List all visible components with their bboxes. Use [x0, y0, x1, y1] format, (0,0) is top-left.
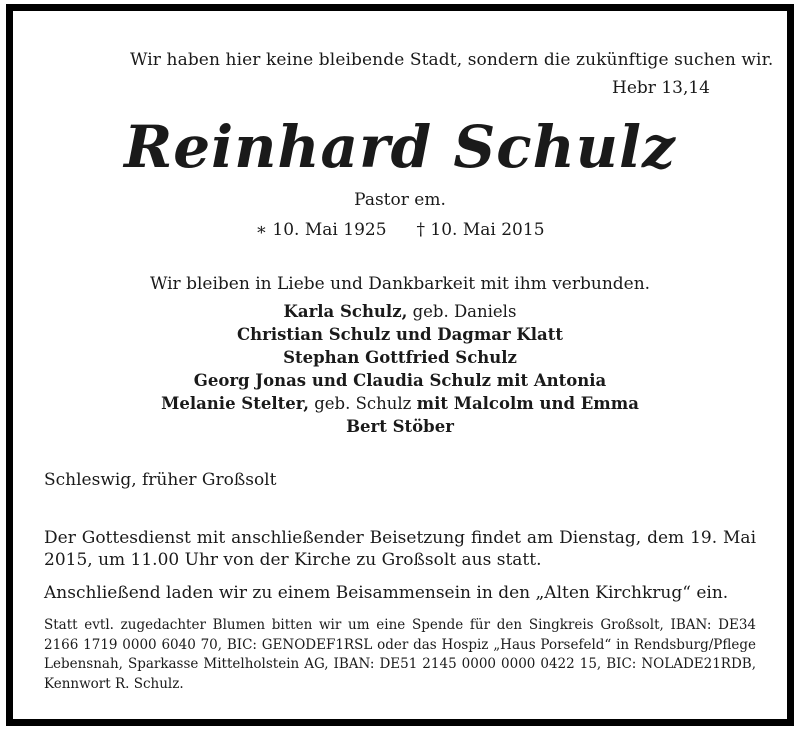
mourner-line: Karla Schulz, geb. Daniels [283, 302, 517, 321]
deceased-title: Pastor em. [354, 190, 446, 210]
life-dates [0, 220, 800, 240]
deceased-name: Reinhard Schulz [124, 113, 676, 181]
invitation-text: Anschließend laden wir zu einem Beisammensein in den „Alten Kirchkrug“ ein. [44, 583, 729, 603]
mourners-list [0, 300, 800, 438]
death-date: † 10. Mai 2015 [416, 220, 545, 240]
bible-reference: Hebr 13,14 [612, 78, 710, 98]
service-info: Der Gottesdienst mit anschließender Beisetzung findet am Dienstag, dem 19. Mai 2015, um 11.00 Uhr von der Kirche zu Großsolt aus statt. [44, 528, 756, 570]
mourner-line: Bert Stöber [346, 417, 454, 436]
mourner-line: Christian Schulz und Dagmar Klatt [237, 325, 563, 344]
mourner-line: Georg Jonas und Claudia Schulz mit Antonia [193, 371, 607, 390]
bible-verse: Wir haben hier keine bleibende Stadt, sondern die zukünftige suchen wir. [130, 50, 774, 70]
birth-date: ∗ 10. Mai 1925 [255, 220, 387, 240]
donation-note: Statt evtl. zugedachter Blumen bitten wir um eine Spende für den Singkreis Großsolt, IBAN: DE34 2166 1719 0000 6040 70, BIC: GENODEF1RSL oder das Hospiz „Haus Porsefeld“ in Rendsburg/Pflege Lebensnah, Sparkasse Mittelholstein AG, IBAN: DE51 2145 0000 0000 0422 15, BIC: NOLADE21RDB, Kennwort R. Schulz. [44, 617, 756, 692]
mourner-line: Stephan Gottfried Schulz [283, 348, 517, 367]
place-line: Schleswig, früher Großsolt [44, 470, 277, 490]
mourner-line: Melanie Stelter, geb. Schulz mit Malcolm und Emma [161, 394, 639, 413]
remembrance-text: Wir bleiben in Liebe und Dankbarkeit mit ihm verbunden. [149, 274, 651, 294]
